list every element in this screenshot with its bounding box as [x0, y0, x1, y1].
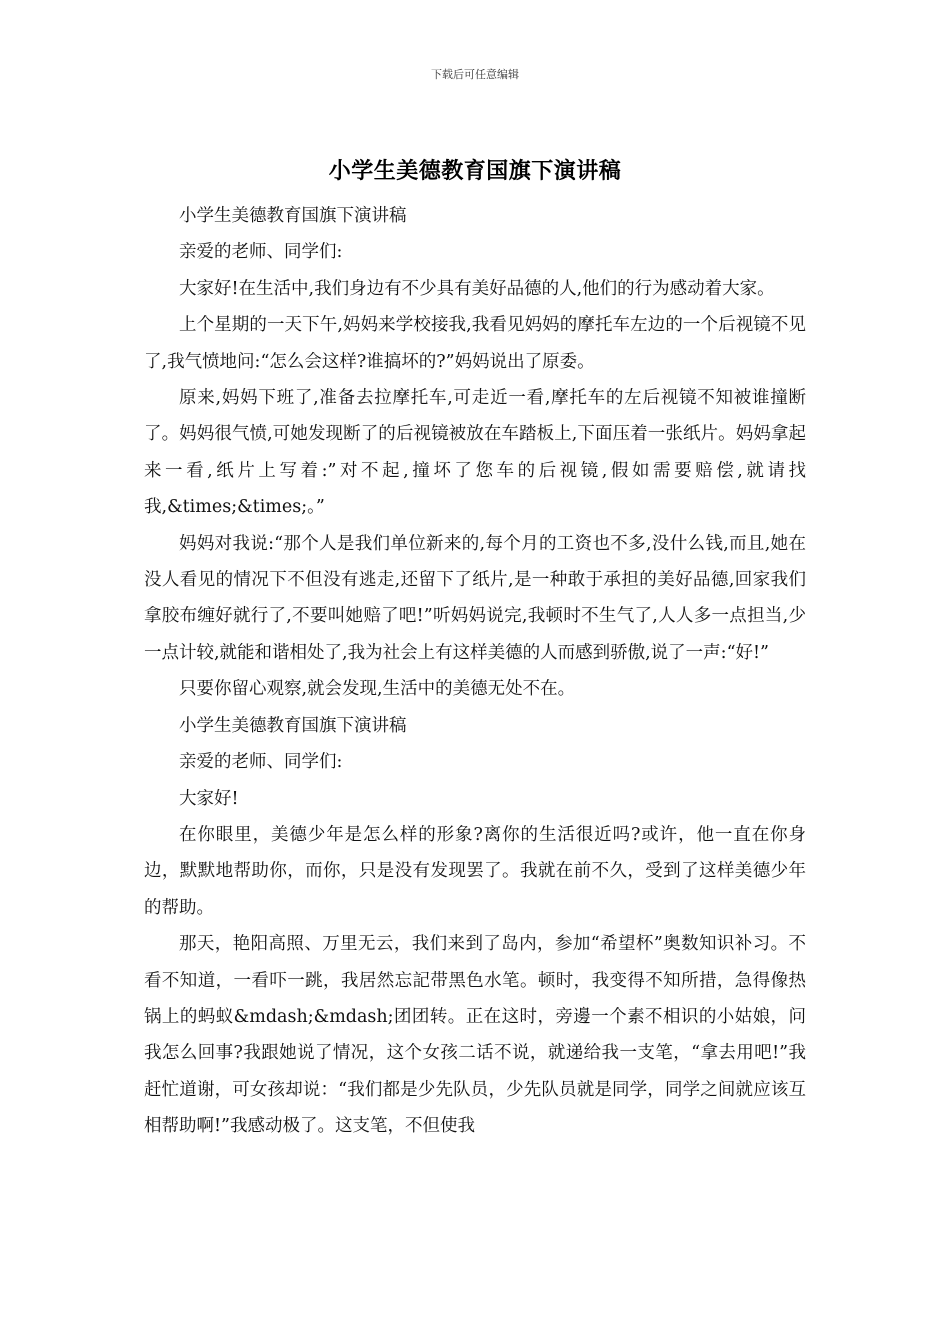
paragraph: 小学生美德教育国旗下演讲稿 [179, 206, 407, 226]
document-body [144, 198, 806, 1145]
paragraph: 在你眼里，美德少年是怎么样的形象?离你的生活很近吗?或许，他一直在你身边，默默地帮助你，而你，只是没有发现罢了。我就在前不久，受到了这样美德少年的帮助。 [144, 824, 806, 918]
paragraph: 上个星期的一天下午,妈妈来学校接我,我看见妈妈的摩托车左边的一个后视镜不见了,我气愤地问:“怎么会这样?谁搞坏的?”妈妈说出了原委。 [144, 315, 806, 372]
paragraph: 原来,妈妈下班了,准备去拉摩托车,可走近一看,摩托车的左后视镜不知被谁撞断了。妈妈很气愤,可她发现断了的后视镜被放在车踏板上,下面压着一张纸片。妈妈拿起来一看,纸片上写着:”对不起,撞坏了您车的后视镜,假如需要赔偿,就请找我,&times;&times;。” [144, 388, 806, 518]
document-title: 小学生美德教育国旗下演讲稿 [328, 159, 622, 184]
paragraph: 亲爱的老师、同学们: [179, 242, 343, 263]
paragraph: 那天，艳阳高照、万里无云，我们来到了岛内，参加“希望杯”奥数知识补习。不看不知道，一看吓一跳，我居然忘記带黑色水笔。顿时，我变得不知所措，急得像热锅上的蚂蚁&mdash;&mdash;团团转。正在这时，旁邊一个素不相识的小姑娘，问我怎么回事?我跟她说了情况，这个女孩二话不说，就递给我一支笔，“拿去用吧!”我赶忙道谢，可女孩却说：“我们都是少先队员，少先队员就是同学，同学之间就应该互相帮助啊!”我感动极了。这支笔，不但使我 [144, 934, 806, 1137]
paragraph: 小学生美德教育国旗下演讲稿 [179, 715, 407, 736]
header-note: 下载后可任意编辑 [431, 68, 519, 81]
paragraph: 大家好!在生活中,我们身边有不少具有美好品德的人,他们的行为感动着大家。 [179, 278, 775, 299]
paragraph: 妈妈对我说:“那个人是我们单位新来的,每个月的工资也不多,没什么钱,而且,她在没人看见的情况下不但没有逃走,还留下了纸片,是一种敢于承担的美好品德,回家我们拿胶布缠好就行了,不要叫她赔了吧!”听妈妈说完,我顿时不生气了,人人多一点担当,少一点计较,就能和谐相处了,我为社会上有这样美德的人而感到骄傲,说了一声:“好!” [144, 533, 806, 663]
paragraph: 大家好! [179, 788, 239, 809]
paragraph: 只要你留心观察,就会发现,生活中的美德无处不在。 [179, 679, 576, 700]
paragraph: 亲爱的老师、同学们: [179, 752, 343, 773]
